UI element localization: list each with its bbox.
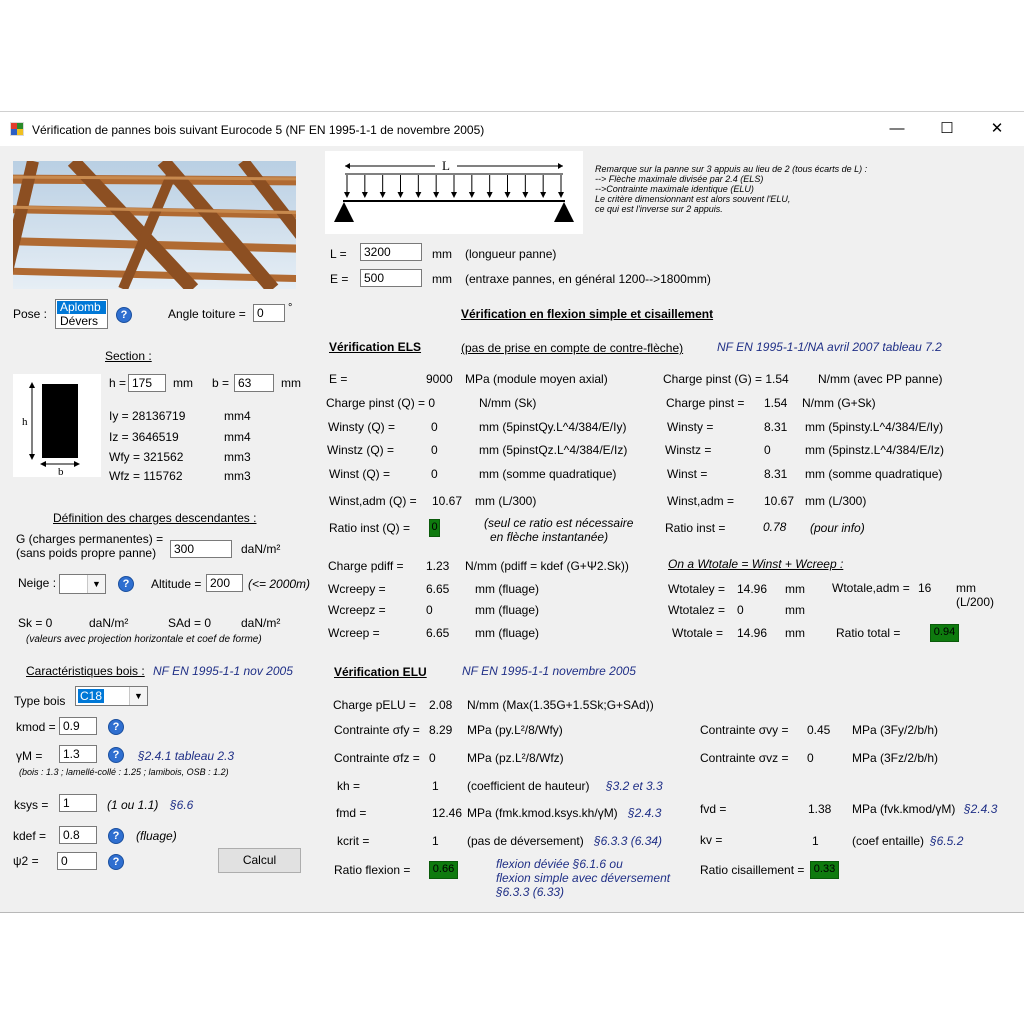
kcrit-unit: (pas de déversement) — [467, 834, 584, 848]
svz-value: 0 — [807, 751, 814, 765]
gm-input[interactable]: 1.3 — [59, 745, 97, 763]
ratio-inst-q-label: Ratio inst (Q) = — [329, 521, 411, 535]
wadm-value: 16 — [918, 581, 932, 595]
winst-label: Winst = — [667, 467, 708, 481]
ratio-total-label: Ratio total = — [836, 626, 901, 640]
l-input[interactable]: 3200 — [360, 243, 422, 261]
winst-q-unit: mm (somme quadratique) — [479, 467, 617, 481]
minimize-button[interactable]: — — [889, 120, 905, 137]
type-bois-dropdown[interactable] — [75, 686, 148, 706]
e-geom-note: (entraxe pannes, en général 1200-->1800mm) — [465, 272, 711, 286]
wfy-unit: mm3 — [224, 450, 251, 464]
sfy-label: Contrainte σfy = — [334, 723, 420, 737]
beam-diagram — [325, 151, 583, 234]
winst-value: 8.31 — [764, 467, 788, 481]
winst-q-value: 0 — [431, 467, 438, 481]
winsty-value: 8.31 — [764, 420, 788, 434]
close-button[interactable]: ✕ — [990, 120, 1004, 137]
pose-option-devers[interactable]: Dévers — [60, 314, 99, 328]
b-unit: mm — [281, 376, 301, 390]
beam-length-letter: L — [442, 158, 450, 173]
winsty-label: Winsty = — [667, 420, 714, 434]
pelu-value: 2.08 — [429, 698, 453, 712]
sad-value: SAd = 0 — [168, 616, 212, 630]
charges-title: Définition des charges descendantes : — [53, 511, 257, 525]
roof-photo — [13, 161, 296, 289]
h-input[interactable]: 175 — [128, 374, 166, 392]
wtot-title: On a Wtotale = Winst + Wcreep : — [668, 557, 844, 571]
sfy-value: 8.29 — [429, 723, 453, 737]
fvd-ref: §2.4.3 — [964, 802, 998, 816]
winsty-unit: mm (5pinsty.L^4/384/E/Iy) — [805, 420, 944, 434]
winstadm-q-label: Winst,adm (Q) = — [329, 494, 417, 508]
fmd-value: 12.46 — [432, 806, 463, 820]
sk-unit: daN/m² — [89, 616, 129, 630]
charge-g-unit: N/mm (avec PP panne) — [818, 372, 943, 386]
pose-label: Pose : — [13, 307, 48, 321]
altitude-label: Altitude = — [151, 577, 202, 591]
ratio-cisaillement-label: Ratio cisaillement = — [700, 863, 805, 877]
neige-help-icon[interactable]: ? — [118, 576, 134, 592]
kh-ref: §3.2 et 3.3 — [606, 779, 663, 793]
section-b-letter: b — [58, 466, 64, 477]
neige-dropdown[interactable] — [59, 574, 106, 594]
wadm-unit-1: mm — [956, 581, 976, 595]
kcrit-label: kcrit = — [337, 834, 370, 848]
pelu-label: Charge pELU = — [333, 698, 417, 712]
g-input[interactable]: 300 — [170, 540, 232, 558]
kv-label: kv = — [700, 833, 723, 847]
app-icon — [10, 122, 24, 136]
section-diagram — [13, 374, 101, 477]
wtoty-value: 14.96 — [737, 582, 768, 596]
pose-option-aplomb[interactable]: Aplomb — [57, 301, 106, 314]
gm-ref: §2.4.1 tableau 2.3 — [138, 749, 235, 763]
wcreepy-unit: mm (fluage) — [475, 582, 540, 596]
els-e-value: 9000 — [426, 372, 453, 386]
charge-gq-unit: N/mm (G+Sk) — [802, 396, 876, 410]
kdef-input[interactable]: 0.8 — [59, 826, 97, 844]
window-title: Vérification de pannes bois suivant Eurocode 5 (NF EN 1995-1-1 de novembre 2005) — [32, 123, 485, 137]
chevron-down-icon: ▼ — [87, 575, 105, 593]
gm-label: γM = — [16, 749, 43, 763]
wfz-unit: mm3 — [224, 469, 251, 483]
charge-gq-value: 1.54 — [764, 396, 788, 410]
pose-help-icon[interactable]: ? — [116, 307, 132, 323]
g-label-1: G (charges permanentes) = — [16, 532, 164, 546]
main-title: Vérification en flexion simple et cisaillement — [461, 307, 714, 321]
ksys-note: (1 ou 1.1) — [107, 798, 159, 812]
g-label-2: (sans poids propre panne) — [16, 546, 157, 560]
h-unit: mm — [173, 376, 193, 390]
wcreepz-label: Wcreepz = — [328, 603, 386, 617]
wfz-value: Wfz = 115762 — [109, 469, 183, 483]
wtotz-value: 0 — [737, 603, 744, 617]
ratio-cisaillement-value: 0.33 — [810, 861, 839, 879]
wcreepy-value: 6.65 — [426, 582, 450, 596]
winstz-q-unit: mm (5pinstQz.L^4/384/E/Iz) — [479, 443, 628, 457]
ratio-inst-label: Ratio inst = — [665, 521, 726, 535]
ksys-input[interactable]: 1 — [59, 794, 97, 812]
title-bar — [0, 112, 1024, 146]
pdiff-label: Charge pdiff = — [328, 559, 404, 573]
wfy-value: Wfy = 321562 — [109, 450, 184, 464]
iy-unit: mm4 — [224, 409, 251, 423]
kdef-note: (fluage) — [136, 829, 177, 843]
b-input[interactable]: 63 — [234, 374, 274, 392]
wtotz-label: Wtotalez = — [668, 603, 726, 617]
svy-value: 0.45 — [807, 723, 831, 737]
winstadm-unit: mm (L/300) — [805, 494, 867, 508]
winstadm-q-unit: mm (L/300) — [475, 494, 537, 508]
ratio-flexion-note-2: flexion simple avec déversement — [496, 871, 671, 885]
maximize-button[interactable]: ☐ — [940, 120, 954, 137]
e-geom-unit: mm — [432, 272, 452, 286]
pdiff-value: 1.23 — [426, 559, 450, 573]
bois-ref: NF EN 1995-1-1 nov 2005 — [153, 664, 293, 678]
psi2-input[interactable]: 0 — [57, 852, 97, 870]
fvd-value: 1.38 — [808, 802, 832, 816]
wtot-label: Wtotale = — [672, 626, 724, 640]
remark-line: --> Flèche maximale divisée par 2.4 (ELS) — [595, 174, 764, 184]
fvd-label: fvd = — [700, 802, 727, 816]
svy-unit: MPa (3Fy/2/b/h) — [852, 723, 939, 737]
l-label: L = — [330, 247, 347, 261]
wadm-label: Wtotale,adm = — [832, 581, 910, 595]
pose-listbox[interactable] — [55, 299, 108, 329]
ksys-ref: §6.6 — [170, 798, 194, 812]
charges-note: (valeurs avec projection horizontale et coef de forme) — [26, 634, 262, 645]
wtot-unit: mm — [785, 626, 805, 640]
sad-unit: daN/m² — [241, 616, 281, 630]
svz-unit: MPa (3Fz/2/b/h) — [852, 751, 939, 765]
ratio-inst-q-value: 0 — [429, 519, 440, 537]
kcrit-value: 1 — [432, 834, 439, 848]
pdiff-unit: N/mm (pdiff = kdef (G+Ψ2.Sk)) — [465, 559, 629, 573]
wtot-value: 14.96 — [737, 626, 768, 640]
gm-help-icon[interactable]: ? — [108, 747, 124, 763]
charge-gq-label: Charge pinst = — [666, 396, 745, 410]
section-title: Section : — [105, 349, 152, 363]
l-note: (longueur panne) — [465, 247, 557, 261]
calcul-button[interactable]: Calcul — [218, 848, 301, 873]
ratio-inst-value: 0.78 — [763, 520, 787, 534]
wcreep-unit: mm (fluage) — [475, 626, 540, 640]
kv-ref: §6.5.2 — [930, 834, 964, 848]
chevron-down-icon: ▼ — [129, 687, 147, 705]
l-unit: mm — [432, 247, 452, 261]
winst-q-label: Winst (Q) = — [329, 467, 391, 481]
wtoty-unit: mm — [785, 582, 805, 596]
elu-ref: NF EN 1995-1-1 novembre 2005 — [462, 664, 636, 678]
bois-title: Caractéristiques bois : — [26, 664, 145, 678]
winstz-value: 0 — [764, 443, 771, 457]
ratio-flexion-note-1: flexion déviée §6.1.6 ou — [496, 857, 623, 871]
els-e-unit: MPa (module moyen axial) — [465, 372, 608, 386]
charge-g-label: Charge pinst (G) = 1.54 — [663, 372, 789, 386]
winstz-q-label: Winstz (Q) = — [327, 443, 395, 457]
wtotz-unit: mm — [785, 603, 805, 617]
charge-q-unit: N/mm (Sk) — [479, 396, 537, 410]
type-bois-value: C18 — [80, 689, 103, 703]
winstadm-q-value: 10.67 — [432, 494, 463, 508]
winsty-q-unit: mm (5pinstQy.L^4/384/E/Iy) — [479, 420, 627, 434]
wcreepy-label: Wcreepy = — [328, 582, 386, 596]
remark-line: ce qui est l'inverse sur 2 appuis. — [595, 204, 723, 214]
gm-note: (bois : 1.3 ; lamellé-collé : 1.25 ; lamibois, OSB : 1.2) — [19, 767, 229, 777]
psi2-label: ψ2 = — [13, 854, 39, 868]
pelu-unit: N/mm (Max(1.35G+1.5Sk;G+SAd)) — [467, 698, 654, 712]
fmd-label: fmd = — [336, 806, 367, 820]
kcrit-ref: §6.3.3 (6.34) — [594, 834, 663, 848]
sfz-value: 0 — [429, 751, 436, 765]
winst-unit: mm (somme quadratique) — [805, 467, 943, 481]
sfz-label: Contrainte σfz = — [334, 751, 420, 765]
winsty-q-value: 0 — [431, 420, 438, 434]
main-window — [0, 111, 1024, 913]
svz-label: Contrainte σvz = — [700, 751, 789, 765]
ksys-label: ksys = — [14, 798, 49, 812]
ratio-total-value: 0.94 — [930, 624, 959, 642]
kmod-input[interactable]: 0.9 — [59, 717, 97, 735]
sk-value: Sk = 0 — [18, 616, 53, 630]
winstz-label: Winstz = — [665, 443, 712, 457]
kv-unit: (coef entaille) — [852, 834, 925, 848]
type-bois-label: Type bois — [14, 694, 66, 708]
kh-unit: (coefficient de hauteur) — [467, 779, 590, 793]
psi2-help-icon[interactable]: ? — [108, 854, 124, 870]
g-unit: daN/m² — [241, 542, 281, 556]
angle-input[interactable]: 0 — [253, 304, 285, 322]
ratio-inst-q-note-1: (seul ce ratio est nécessaire — [484, 516, 634, 530]
wcreepz-unit: mm (fluage) — [475, 603, 540, 617]
winstadm-label: Winst,adm = — [667, 494, 735, 508]
b-label: b = — [212, 376, 230, 390]
iz-value: Iz = 3646519 — [109, 430, 179, 444]
winstz-q-value: 0 — [431, 443, 438, 457]
kh-value: 1 — [432, 779, 439, 793]
els-ref: NF EN 1995-1-1/NA avril 2007 tableau 7.2 — [717, 340, 942, 354]
iz-unit: mm4 — [224, 430, 251, 444]
ratio-flexion-note-3: §6.3.3 (6.33) — [496, 885, 565, 899]
winstadm-value: 10.67 — [764, 494, 795, 508]
iy-value: Iy = 28136719 — [109, 409, 186, 423]
e-geom-label: E = — [330, 272, 349, 286]
fmd-unit: MPa (fmk.kmod.ksys.kh/γM) — [467, 806, 618, 820]
remark-line: -->Contrainte maximale identique (ELU) — [595, 184, 754, 194]
remark-line: Le critère dimensionnant est alors souvent l'ELU, — [595, 194, 791, 204]
altitude-note: (<= 2000m) — [248, 577, 311, 591]
kdef-label: kdef = — [13, 829, 47, 843]
angle-label: Angle toiture = — [168, 307, 246, 321]
els-e-label: E = — [329, 372, 348, 386]
angle-unit: ° — [288, 302, 293, 314]
kdef-help-icon[interactable]: ? — [108, 828, 124, 844]
section-h-letter: h — [22, 416, 28, 428]
kmod-help-icon[interactable]: ? — [108, 719, 124, 735]
kh-label: kh = — [337, 779, 361, 793]
wcreepz-value: 0 — [426, 603, 433, 617]
ratio-inst-q-note-2: en flèche instantanée) — [490, 530, 609, 544]
neige-label: Neige : — [18, 576, 57, 590]
wtoty-label: Wtotaley = — [668, 582, 726, 596]
h-label: h = — [109, 376, 127, 390]
elu-title: Vérification ELU — [334, 665, 427, 679]
winsty-q-label: Winsty (Q) = — [328, 420, 396, 434]
wadm-unit-2: (L/200) — [956, 595, 995, 609]
fmd-ref: §2.4.3 — [628, 806, 662, 820]
sfz-unit: MPa (pz.L²/8/Wfz) — [467, 751, 564, 765]
sfy-unit: MPa (py.L²/8/Wfy) — [467, 723, 563, 737]
svy-label: Contrainte σvy = — [700, 723, 789, 737]
kmod-label: kmod = — [16, 720, 56, 734]
els-subtitle: (pas de prise en compte de contre-flèche) — [461, 341, 684, 355]
charge-q-label: Charge pinst (Q) = 0 — [326, 396, 436, 410]
altitude-input[interactable]: 200 — [206, 574, 243, 592]
remark-box — [595, 164, 867, 214]
ratio-flexion-label: Ratio flexion = — [334, 863, 411, 877]
winstz-unit: mm (5pinstz.L^4/384/E/Iz) — [805, 443, 945, 457]
wcreep-value: 6.65 — [426, 626, 450, 640]
els-title: Vérification ELS — [329, 340, 422, 354]
wcreep-label: Wcreep = — [328, 626, 380, 640]
remark-line: Remarque sur la panne sur 3 appuis au lieu de 2 (tous écarts de L) : — [595, 164, 868, 174]
ratio-inst-note: (pour info) — [810, 521, 865, 535]
ratio-flexion-value: 0.66 — [429, 861, 458, 879]
fvd-unit: MPa (fvk.kmod/γM) — [852, 802, 956, 816]
e-geom-input[interactable]: 500 — [360, 269, 422, 287]
kv-value: 1 — [812, 834, 819, 848]
